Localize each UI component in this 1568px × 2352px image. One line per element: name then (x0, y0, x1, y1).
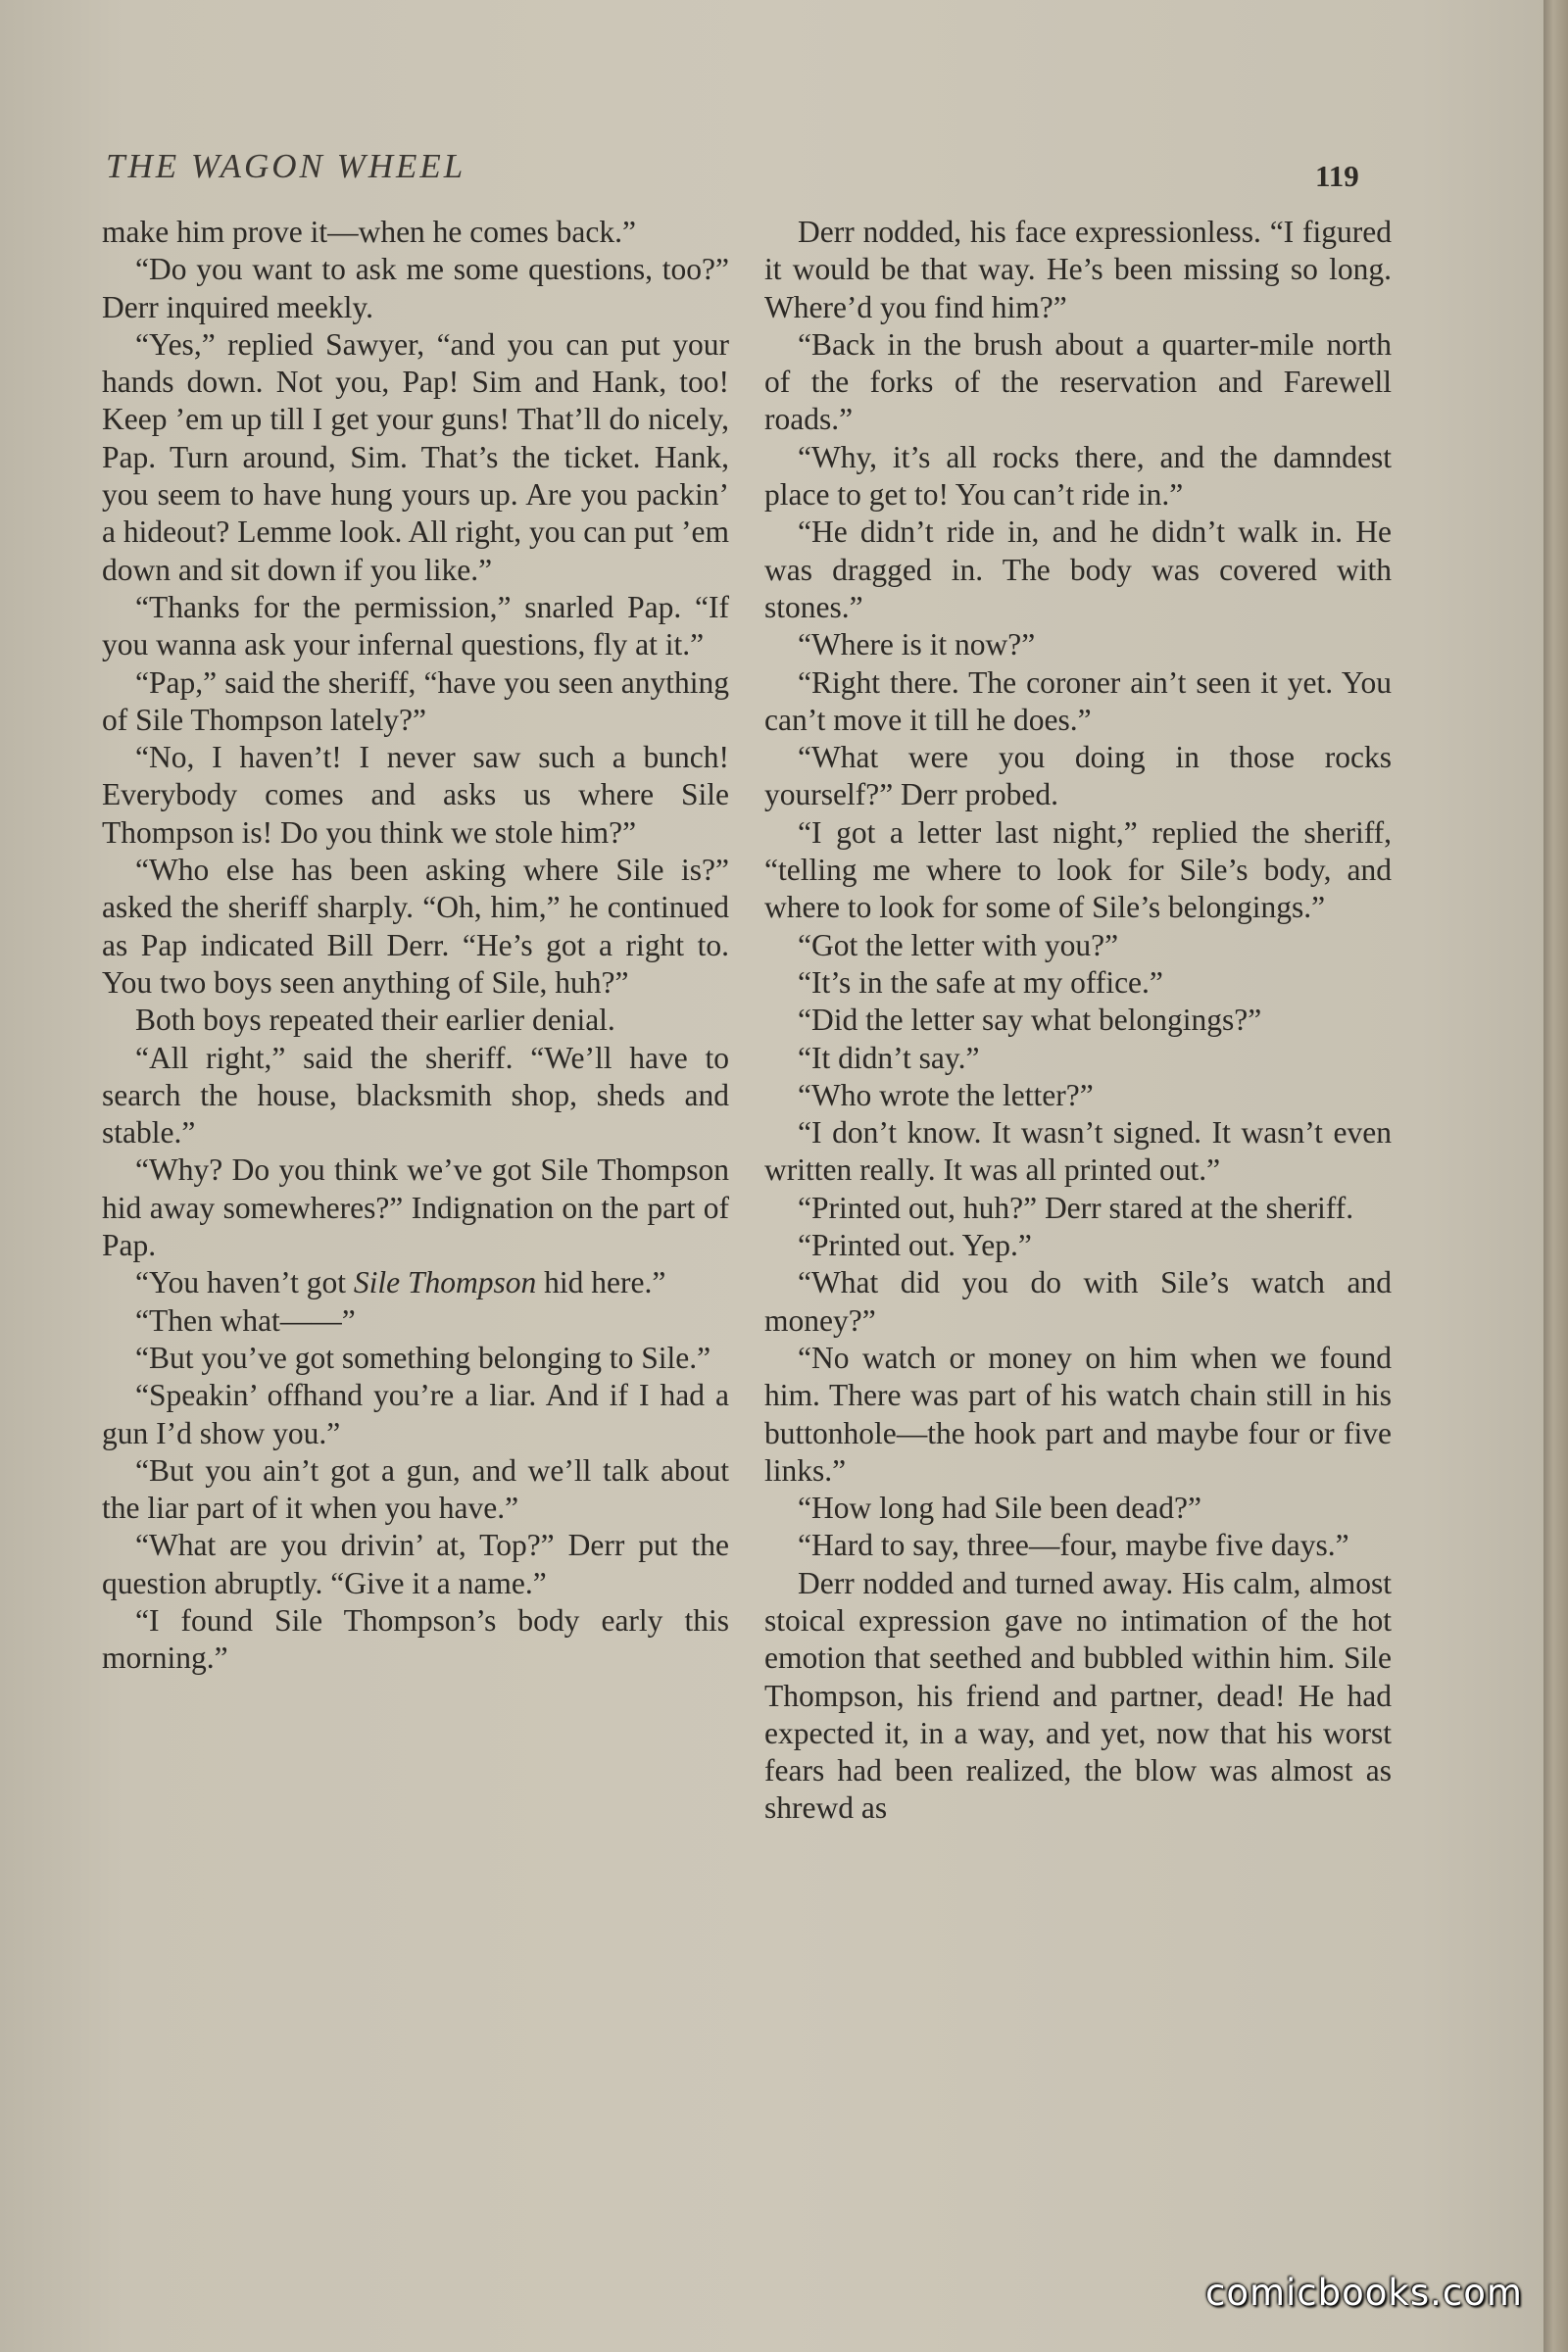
paragraph: “How long had Sile been dead?” (798, 1491, 1201, 1526)
paragraph: “No watch or money on him when we found him. There was part of his watch chain still in his buttonhole—the hook part and maybe four or five links.” (764, 1340, 1392, 1488)
paragraph: “Why? Do you think we’ve got Sile Thompson hid away somewheres?” Indignation on the part of Pap. (102, 1152, 729, 1263)
paragraph: “It’s in the safe at my office.” (798, 964, 1163, 1000)
paragraph: Derr nodded and turned away. His calm, almost stoical expression gave no intimation of the hot emotion that seethed and bubbled within him. Sile Thompson, his friend and partner, dead! He had expected it, in a way, and yet, now that his worst fears had been realized, the blow was almost as shrewd as (764, 1565, 1392, 1826)
paragraph: “Pap,” said the sheriff, “have you seen anything of Sile Thompson lately?” (102, 664, 729, 737)
paragraph: “I don’t know. It wasn’t signed. It wasn’t even written really. It was all printed out.” (764, 1115, 1392, 1188)
page-number: 119 (1315, 159, 1359, 193)
italic-name: Sile Thompson (353, 1265, 537, 1300)
paragraph: “I got a letter last night,” replied the sheriff, “telling me where to look for Sile’s body, and where to look for some of Sile’s belongings.” (764, 814, 1392, 925)
paragraph-text: hid here.” (536, 1265, 666, 1300)
paragraph: “I found Sile Thompson’s body early this morning.” (102, 1602, 729, 1676)
paragraph: make him prove it—when he comes back.” (102, 215, 636, 249)
paragraph: “Why, it’s all rocks there, and the damndest place to get to! You can’t ride in.” (764, 439, 1392, 513)
paragraph: “Who wrote the letter?” (798, 1077, 1094, 1112)
right-column (764, 214, 1392, 1828)
paragraph: “All right,” said the sheriff. “We’ll have to search the house, blacksmith shop, sheds and stable.” (102, 1040, 729, 1151)
paragraph: “It didn’t say.” (798, 1040, 980, 1075)
paragraph: “Did the letter say what belongings?” (798, 1003, 1262, 1038)
left-column (102, 214, 729, 1678)
paragraph: “What did you do with Sile’s watch and money?” (764, 1265, 1392, 1338)
watermark: comicbooks.com (1205, 2272, 1523, 2314)
running-title: THE WAGON WHEEL (106, 147, 466, 185)
paragraph: “He didn’t ride in, and he didn’t walk in. He was dragged in. The body was covered with stones.” (764, 514, 1392, 624)
paragraph: “Then what——” (135, 1302, 356, 1338)
paragraph: “Hard to say, three—four, maybe five days.” (798, 1528, 1349, 1563)
paragraph: “No, I haven’t! I never saw such a bunch! Everybody comes and asks us where Sile Thompson is! Do you think we stole him?” (102, 740, 729, 850)
paragraph: “But you’ve got something belonging to Sile.” (135, 1340, 711, 1375)
page-header (106, 147, 1458, 196)
paragraph: “Got the letter with you?” (798, 927, 1119, 962)
paragraph: “Thanks for the permission,” snarled Pap. “If you wanna ask your infernal questions, fly at it.” (102, 589, 729, 662)
paragraph: “Do you want to ask me some questions, too?” Derr inquired meekly. (102, 252, 729, 324)
paragraph (102, 1264, 729, 1301)
paragraph: “Speakin’ offhand you’re a liar. And if I had a gun I’d show you.” (102, 1378, 729, 1450)
paragraph: “What were you doing in those rocks yourself?” Derr probed. (764, 740, 1392, 812)
paragraph: “Yes,” replied Sawyer, “and you can put your hands down. Not you, Pap! Sim and Hank, too! Keep ’em up till I get your guns! That’ll do nicely, Pap. Turn around, Sim. That’s the ticket. Hank, you seem to have hung yours up. Are you packin’ a hideout? Lemme look. All right, you can put ’em down and sit down if you like.” (102, 326, 729, 587)
page-edge (1544, 0, 1568, 2352)
paragraph: “Who else has been asking where Sile is?” asked the sheriff sharply. “Oh, him,” he continued as Pap indicated Bill Derr. “He’s got a right to. You two boys seen anything of Sile, huh?” (102, 853, 729, 1000)
paragraph: “Printed out, huh?” Derr stared at the sheriff. (798, 1190, 1354, 1225)
paragraph: “What are you drivin’ at, Top?” Derr put the question abruptly. “Give it a name.” (102, 1528, 729, 1600)
paragraph: “Where is it now?” (798, 627, 1036, 662)
paragraph: Derr nodded, his face expressionless. “I figured it would be that way. He’s been missing so long. Where’d you find him?” (764, 215, 1392, 324)
paragraph: Both boys repeated their earlier denial. (135, 1003, 615, 1038)
paragraph-text: “You haven’t got (135, 1265, 354, 1300)
paragraph: “Back in the brush about a quarter-mile north of the forks of the reservation and Farewell roads.” (764, 326, 1392, 437)
paragraph: “Printed out. Yep.” (798, 1228, 1032, 1263)
paragraph: “Right there. The coroner ain’t seen it yet. You can’t move it till he does.” (764, 664, 1392, 737)
paragraph: “But you ain’t got a gun, and we’ll talk about the liar part of it when you have.” (102, 1452, 729, 1526)
